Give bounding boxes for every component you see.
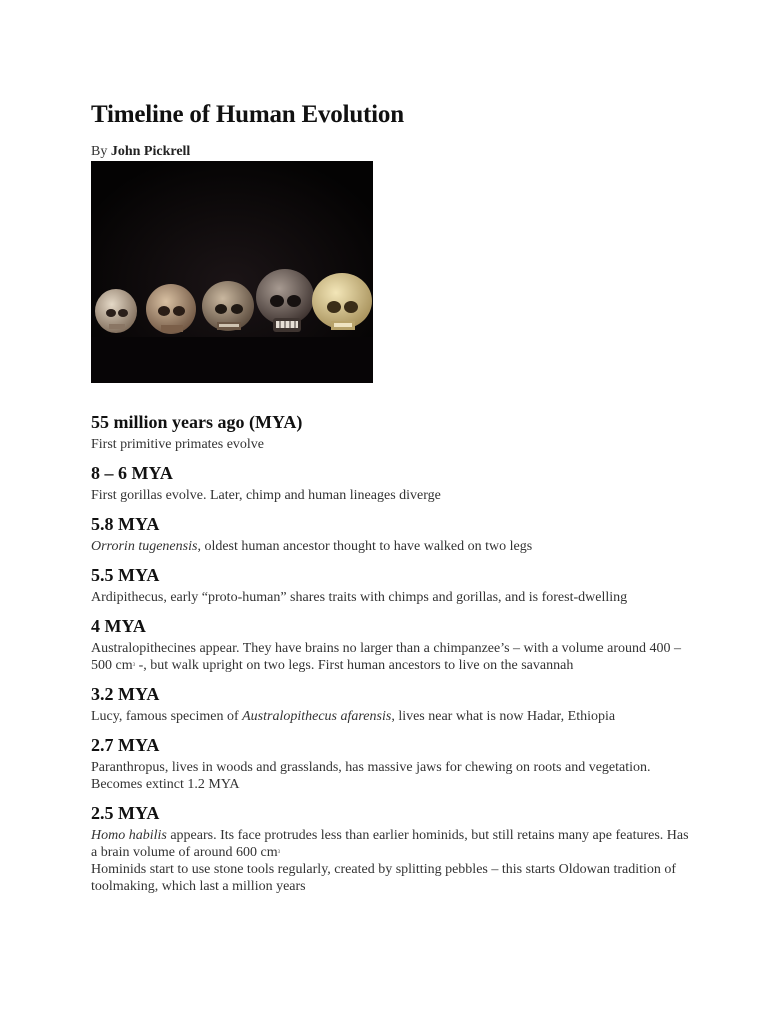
- entry-heading: 4 MYA: [91, 616, 146, 636]
- entry-text: [91, 827, 691, 861]
- entry-text-b: -, but walk upright on two legs. First human ancestors to live on the savannah: [135, 658, 574, 673]
- timeline-entry: [91, 735, 691, 793]
- timeline-entry: [91, 514, 691, 555]
- skull-1: [95, 289, 137, 333]
- entry-heading: 55 million years ago (MYA): [91, 412, 303, 432]
- entry-text: [91, 538, 691, 555]
- timeline-entry: [91, 463, 691, 504]
- timeline-entry: [91, 803, 691, 895]
- page-title: Timeline of Human Evolution: [91, 101, 404, 128]
- entry-text: First primitive primates evolve: [91, 437, 265, 452]
- entry-heading: 5.5 MYA: [91, 565, 160, 585]
- timeline-entry: [91, 616, 691, 674]
- skulls-photo: [91, 161, 373, 383]
- entry-text-a: Australopithecines appear. They have brains no larger than a chimpanzee’s – with a volume around 400 – 500 cm: [91, 641, 682, 673]
- entry-text: Paranthropus, lives in woods and grasslands, has massive jaws for chewing on roots and vegetation. Becomes extinct 1.2 MYA: [91, 760, 651, 792]
- entry-heading: 3.2 MYA: [91, 684, 160, 704]
- entry-text-a: appears. Its face protrudes less than earlier hominids, but still retains many ape features. Has a brain volume of around 600 cm: [91, 828, 689, 860]
- entry-heading: 2.7 MYA: [91, 735, 160, 755]
- entry-heading: 8 – 6 MYA: [91, 463, 173, 483]
- entry-text: First gorillas evolve. Later, chimp and human lineages diverge: [91, 488, 441, 503]
- entry-text: Ardipithecus, early “proto-human” shares traits with chimps and gorillas, and is forest-dwelling: [91, 590, 628, 605]
- species-name: Homo habilis: [91, 828, 167, 843]
- entry-heading: 2.5 MYA: [91, 803, 160, 823]
- entry-text: [91, 708, 691, 725]
- entry-text-b: Hominids start to use stone tools regularly, created by splitting pebbles – this starts Oldowan tradition of toolmaking, which last a million years: [91, 862, 677, 894]
- species-name: Australopithecus afarensis: [242, 709, 392, 724]
- superscript: 3: [277, 850, 281, 855]
- byline: [91, 144, 190, 160]
- timeline: [91, 412, 691, 905]
- superscript: 3: [132, 663, 136, 668]
- timeline-entry: [91, 565, 691, 606]
- entry-text: [91, 640, 691, 674]
- byline-prefix: By: [91, 144, 108, 159]
- entry-text-rest: , oldest human ancestor thought to have walked on two legs: [197, 539, 533, 554]
- skull-2: [146, 284, 196, 334]
- entry-text-b: , lives near what is now Hadar, Ethiopia: [391, 709, 616, 724]
- skull-3: [202, 281, 254, 331]
- skulls-illustration: [91, 161, 373, 383]
- entry-text-a: Lucy, famous specimen of: [91, 709, 243, 724]
- species-name: Orrorin tugenensis: [91, 539, 198, 554]
- timeline-entry: [91, 684, 691, 725]
- timeline-entry: [91, 412, 691, 453]
- author-link[interactable]: John Pickrell: [110, 144, 191, 159]
- entry-heading: 5.8 MYA: [91, 514, 160, 534]
